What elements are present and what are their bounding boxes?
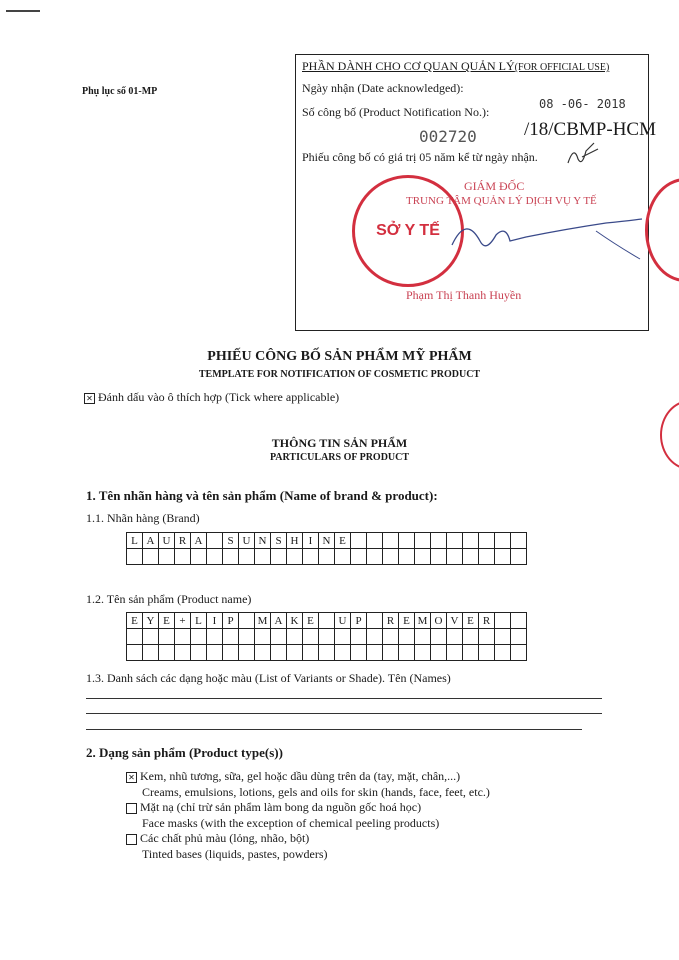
date-acknowledged-value: 08 -06- 2018 (539, 97, 626, 111)
grid-cell (367, 613, 383, 629)
grid-cell (127, 629, 143, 645)
product-row (127, 645, 527, 661)
grid-cell (511, 629, 527, 645)
grid-cell (383, 629, 399, 645)
section-title-en: PARTICULARS OF PRODUCT (269, 452, 410, 463)
grid-cell: A (271, 613, 287, 629)
option-line-en: Face masks (with the exception of chemical peeling products) (142, 816, 440, 830)
grid-cell (399, 549, 415, 565)
grid-cell: M (255, 613, 271, 629)
grid-cell: R (175, 533, 191, 549)
grid-cell (399, 533, 415, 549)
grid-cell (239, 629, 255, 645)
grid-cell: V (447, 613, 463, 629)
grid-cell: O (431, 613, 447, 629)
grid-cell: N (255, 533, 271, 549)
scan-mark (6, 10, 40, 12)
grid-cell: Y (143, 613, 159, 629)
official-use-box (295, 54, 656, 331)
grid-cell (255, 549, 271, 565)
grid-cell (303, 645, 319, 661)
grid-cell (367, 549, 383, 565)
grid-cell (495, 629, 511, 645)
grid-cell (495, 645, 511, 661)
brand-row (127, 533, 527, 549)
grid-cell (431, 549, 447, 565)
grid-cell (511, 549, 527, 565)
grid-cell (159, 549, 175, 565)
grid-cell (431, 645, 447, 661)
brand-row (127, 549, 527, 565)
empty-box-icon (126, 803, 137, 814)
grid-cell: E (303, 613, 319, 629)
grid-cell (447, 549, 463, 565)
grid-cell (335, 645, 351, 661)
grid-cell: K (287, 613, 303, 629)
option-line-en: Creams, emulsions, lotions, gels and oils for skin (hands, face, feet, etc.) (142, 785, 490, 799)
empty-box-icon (126, 834, 137, 845)
grid-cell (383, 549, 399, 565)
product-row (127, 613, 527, 629)
option-line-en: Tinted bases (liquids, pastes, powders) (142, 847, 328, 861)
signer-title-1: GIÁM ĐỐC (464, 179, 525, 193)
option-line-vi: Các chất phủ màu (lỏng, nhão, bột) (126, 830, 328, 846)
grid-cell (351, 549, 367, 565)
grid-cell (351, 629, 367, 645)
grid-cell (319, 645, 335, 661)
grid-cell (207, 549, 223, 565)
grid-cell: U (335, 613, 351, 629)
grid-cell (287, 645, 303, 661)
grid-cell (463, 533, 479, 549)
grid-cell (495, 613, 511, 629)
grid-cell: L (191, 613, 207, 629)
signer-name: Phạm Thị Thanh Huyền (406, 288, 522, 302)
q2-heading: 2. Dạng sản phẩm (Product type(s)) (86, 745, 283, 760)
annex-label: Phụ lục số 01-MP (82, 86, 158, 97)
grid-cell (463, 629, 479, 645)
grid-cell: E (159, 613, 175, 629)
notification-no-label: Số công bố (Product Notification No.): (302, 105, 490, 119)
grid-cell (335, 629, 351, 645)
grid-cell (223, 549, 239, 565)
official-stamp: SỞ Y TẾ (352, 175, 464, 287)
grid-cell (351, 645, 367, 661)
grid-cell (287, 629, 303, 645)
grid-cell: S (271, 533, 287, 549)
grid-cell (399, 645, 415, 661)
grid-cell: U (239, 533, 255, 549)
tick-note: ✕ Đánh dấu vào ô thích hợp (Tick where applicable) (84, 390, 339, 405)
grid-cell: P (223, 613, 239, 629)
grid-cell: E (127, 613, 143, 629)
variants-line (86, 713, 602, 714)
signer-title-2: TRUNG TÂM QUẢN LÝ DỊCH VỤ Y TẾ (406, 195, 597, 207)
grid-cell (191, 549, 207, 565)
product-grid (126, 612, 527, 661)
validity-text: Phiếu công bố có giá trị 05 năm kể từ ngày nhận. (302, 150, 538, 164)
grid-cell (479, 533, 495, 549)
grid-cell (271, 629, 287, 645)
section-title: THÔNG TIN SẢN PHẨM (271, 436, 408, 450)
grid-cell: I (303, 533, 319, 549)
grid-cell: E (335, 533, 351, 549)
grid-cell (207, 629, 223, 645)
grid-cell (479, 629, 495, 645)
grid-cell (143, 549, 159, 565)
grid-cell (143, 645, 159, 661)
grid-cell (479, 549, 495, 565)
edge-stamp-icon (645, 178, 679, 282)
grid-cell (447, 533, 463, 549)
form-title-en: TEMPLATE FOR NOTIFICATION OF COSMETIC PRODUCT (198, 369, 481, 380)
grid-cell (319, 549, 335, 565)
variants-label: 1.3. Danh sách các dạng hoặc màu (List of Variants or Shade). Tên (Names) (86, 671, 451, 685)
grid-cell (415, 533, 431, 549)
signature (446, 205, 646, 265)
option-line-vi: Mặt nạ (chỉ trừ sản phẩm làm bong da nguồn gốc hoá học) (126, 799, 439, 815)
grid-cell (447, 645, 463, 661)
option-line-vi: ✕ Kem, nhũ tương, sữa, gel hoặc dầu dùng trên da (tay, mặt, chân,...) (126, 768, 490, 784)
grid-cell (415, 549, 431, 565)
grid-cell (367, 533, 383, 549)
grid-cell: L (127, 533, 143, 549)
variants-line (86, 698, 602, 699)
grid-cell (143, 629, 159, 645)
grid-cell (511, 613, 527, 629)
grid-cell: R (383, 613, 399, 629)
grid-cell (191, 645, 207, 661)
grid-cell (239, 549, 255, 565)
initials-signature (564, 137, 604, 171)
grid-cell (271, 645, 287, 661)
grid-cell (127, 549, 143, 565)
grid-cell (287, 549, 303, 565)
grid-cell: S (223, 533, 239, 549)
grid-cell (463, 549, 479, 565)
grid-cell (255, 629, 271, 645)
grid-cell (191, 629, 207, 645)
brand-label: 1.1. Nhãn hàng (Brand) (86, 511, 200, 525)
grid-cell (239, 645, 255, 661)
product-type-option (126, 799, 439, 831)
grid-cell: E (399, 613, 415, 629)
grid-cell (447, 629, 463, 645)
grid-cell (207, 645, 223, 661)
grid-cell (383, 533, 399, 549)
grid-cell (303, 629, 319, 645)
grid-cell (175, 645, 191, 661)
grid-cell (431, 533, 447, 549)
grid-cell (207, 533, 223, 549)
grid-cell: I (207, 613, 223, 629)
official-header: PHẦN DÀNH CHO CƠ QUAN QUẢN LÝ(FOR OFFICIAL USE) (302, 59, 610, 73)
grid-cell (511, 645, 527, 661)
grid-cell (159, 629, 175, 645)
grid-cell: + (175, 613, 191, 629)
grid-cell (495, 533, 511, 549)
grid-cell (159, 645, 175, 661)
grid-cell: A (143, 533, 159, 549)
product-name-label: 1.2. Tên sản phẩm (Product name) (86, 592, 252, 606)
grid-cell (495, 549, 511, 565)
product-type-option (126, 830, 328, 862)
grid-cell (463, 645, 479, 661)
grid-cell: R (479, 613, 495, 629)
grid-cell: H (287, 533, 303, 549)
grid-cell (223, 629, 239, 645)
grid-cell (399, 629, 415, 645)
grid-cell (367, 629, 383, 645)
form-title: PHIẾU CÔNG BỐ SẢN PHẨM MỸ PHẨM (207, 349, 472, 364)
grid-cell (383, 645, 399, 661)
grid-cell: N (319, 533, 335, 549)
grid-cell: A (191, 533, 207, 549)
grid-cell (431, 629, 447, 645)
grid-cell: E (463, 613, 479, 629)
grid-cell (511, 533, 527, 549)
notification-number: 002720 (419, 127, 477, 146)
q1-heading: 1. Tên nhãn hàng và tên sản phẩm (Name of brand & product): (86, 488, 438, 503)
grid-cell (319, 613, 335, 629)
grid-cell: M (415, 613, 431, 629)
variants-line (86, 729, 582, 730)
grid-cell (175, 549, 191, 565)
notification-suffix: /18/CBMP-HCM (524, 119, 656, 140)
product-type-option (126, 768, 490, 800)
date-acknowledged-label: Ngày nhận (Date acknowledged): (302, 81, 464, 95)
grid-cell (303, 549, 319, 565)
grid-cell (351, 533, 367, 549)
grid-cell (415, 629, 431, 645)
grid-cell (319, 629, 335, 645)
grid-cell (127, 645, 143, 661)
grid-cell: P (351, 613, 367, 629)
grid-cell: U (159, 533, 175, 549)
grid-cell (271, 549, 287, 565)
grid-cell (255, 645, 271, 661)
grid-cell (415, 645, 431, 661)
grid-cell (239, 613, 255, 629)
checked-box-icon: ✕ (126, 772, 137, 783)
grid-cell (223, 645, 239, 661)
brand-grid (126, 532, 527, 565)
checked-box-icon: ✕ (84, 393, 95, 404)
grid-cell (479, 645, 495, 661)
product-row (127, 629, 527, 645)
grid-cell (367, 645, 383, 661)
grid-cell (335, 549, 351, 565)
grid-cell (175, 629, 191, 645)
